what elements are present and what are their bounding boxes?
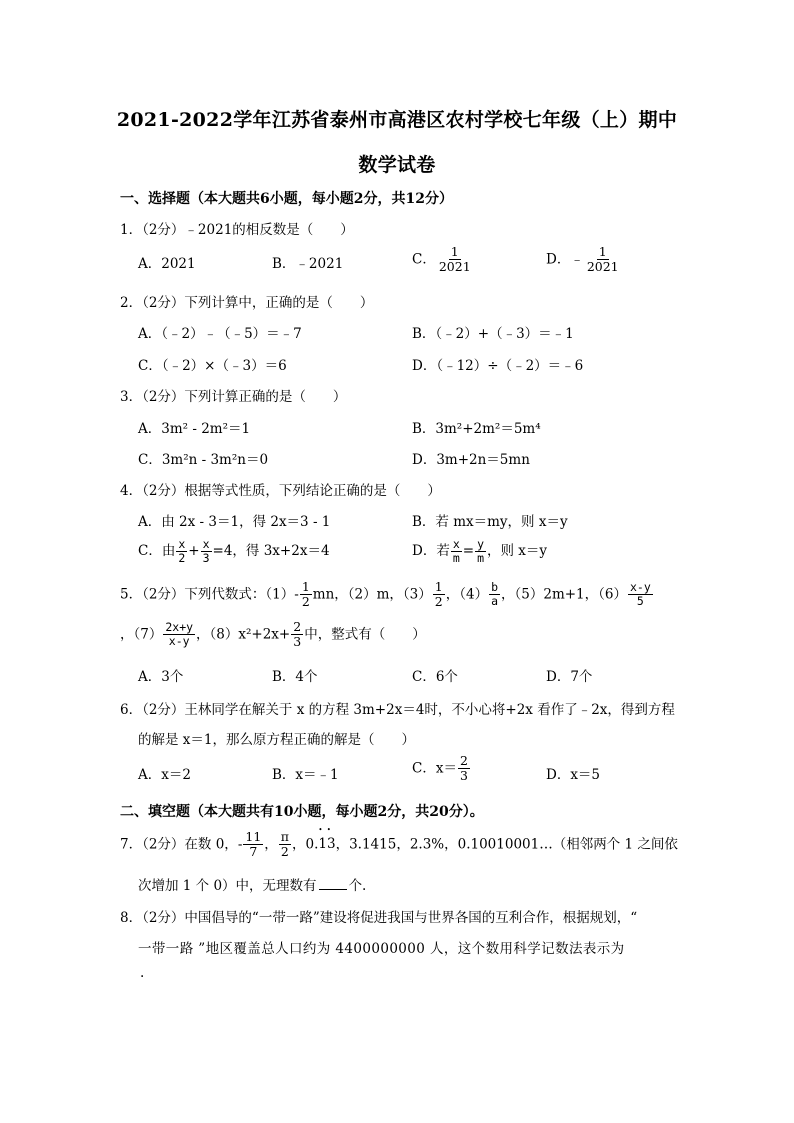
- question-6-stem-line2: 的解是 x＝1，那么原方程正确的解是（ ）: [138, 732, 415, 748]
- question-4-stem: 4．（2分）根据等式性质，下列结论正确的是（ ）: [120, 483, 441, 499]
- answer-blank[interactable]: [319, 888, 347, 890]
- question-5-option-d: D．7个: [546, 669, 593, 685]
- question-1-option-d: D．﹣ $\frac{1}{2021}$: [546, 244, 619, 275]
- question-3-option-a: A．3m² - 2m²＝1: [138, 421, 251, 437]
- question-2-option-c: C．（﹣2）×（﹣3）＝6: [138, 358, 287, 374]
- page-subtitle: 数学试卷: [358, 154, 436, 176]
- question-8-stem-line2: 一带一路 ”地区覆盖总人口约为 4400000000 人，这个数用科学记数法表示为: [138, 941, 625, 957]
- question-6-option-d: D．x＝5: [546, 767, 601, 783]
- question-5-option-a: A．3个: [138, 669, 184, 685]
- question-1-option-a: A．2021: [138, 256, 196, 272]
- question-4-option-a: A．由 2x - 3＝1，得 2x＝3 - 1: [138, 514, 331, 530]
- question-4-option-b: B．若 mx＝my，则 x＝y: [412, 514, 568, 530]
- repeating-decimal: • • 13: [318, 836, 335, 852]
- question-3-option-d: D．3m+2n＝5mn: [412, 452, 530, 468]
- question-2-option-d: D．（﹣12）÷（﹣2）＝﹣6: [412, 358, 584, 374]
- question-8-stem: 8．（2分）中国倡导的“一带一路”建设将促进我国与世界各国的互利合作，根据规划，“: [120, 910, 638, 926]
- question-2-option-b: B．（﹣2）+（﹣3）＝﹣1: [412, 326, 574, 342]
- question-4-option-c: C．由 $\frac{x}{2}$ + $\frac{x}{3}$ =4，得 3x+2x＝4: [138, 537, 330, 566]
- question-3-option-c: C．3m²n - 3m²n＝0: [138, 452, 269, 468]
- question-1-stem: 1．（2分）﹣2021的相反数是（ ）: [120, 222, 354, 238]
- question-3-stem: 3．（2分）下列计算正确的是（ ）: [120, 389, 347, 405]
- question-7-stem-line2: 次增加 1 个 0）中，无理数有 个.: [138, 878, 367, 894]
- question-1-option-b: B．﹣2021: [272, 256, 344, 272]
- question-8-stem-line3: .: [140, 965, 145, 981]
- question-5-option-b: B．4个: [272, 669, 318, 685]
- question-1-option-c: C． $\frac{1}{2021}$: [412, 244, 471, 275]
- question-6-stem: 6．（2分）王林同学在解关于 x 的方程 3m+2x＝4时，不小心将+2x 看作了﹣2x，得到方程: [120, 702, 675, 718]
- question-5-stem-line2: ，（7） $\frac{2x+y}{x-y}$ ，（8）x²+2x+ $\frac{2}{3}$ 中，整式有（ ）: [120, 619, 426, 650]
- question-6-option-b: B．x＝﹣1: [272, 767, 339, 783]
- page-title: 2021-2022学年江苏省泰州市高港区农村学校七年级（上）期中: [116, 109, 678, 131]
- section-heading-choice: 一、选择题（本大题共6小题，每小题2分，共12分）: [120, 191, 453, 207]
- question-7-stem: 7．（2分）在数 0，- $\frac{11}{7}$ ， $\frac{\pi}{2}$ ，0.• • 13，3.1415，2.3%，0.10010001…（相邻两个 1 之间依: [120, 830, 678, 860]
- question-5-option-c: C．6个: [412, 669, 458, 685]
- question-2-option-a: A．（﹣2）﹣（﹣5）＝﹣7: [138, 326, 302, 342]
- section-heading-fill: 二、填空题（本大题共有10小题，每小题2分，共20分）。: [120, 804, 484, 820]
- question-5-stem: 5．（2分）下列代数式：（1）- $\frac{1}{2}$ mn，（2）m，（3） $\frac{1}{2}$ ，（4） $\frac{b}{a}$ ，（5）2m+1，（6） $\frac{x-y}{5}$: [120, 579, 651, 610]
- question-2-stem: 2．（2分）下列计算中，正确的是（ ）: [120, 295, 374, 311]
- question-3-option-b: B．3m²+2m²＝5m⁴: [412, 421, 541, 437]
- question-6-option-a: A．x＝2: [138, 767, 191, 783]
- question-4-option-d: D．若 $\frac{x}{m}$ = $\frac{y}{m}$ ，则 x＝y: [412, 537, 548, 566]
- question-6-option-c: C．x＝ $\frac{2}{3}$: [412, 753, 468, 784]
